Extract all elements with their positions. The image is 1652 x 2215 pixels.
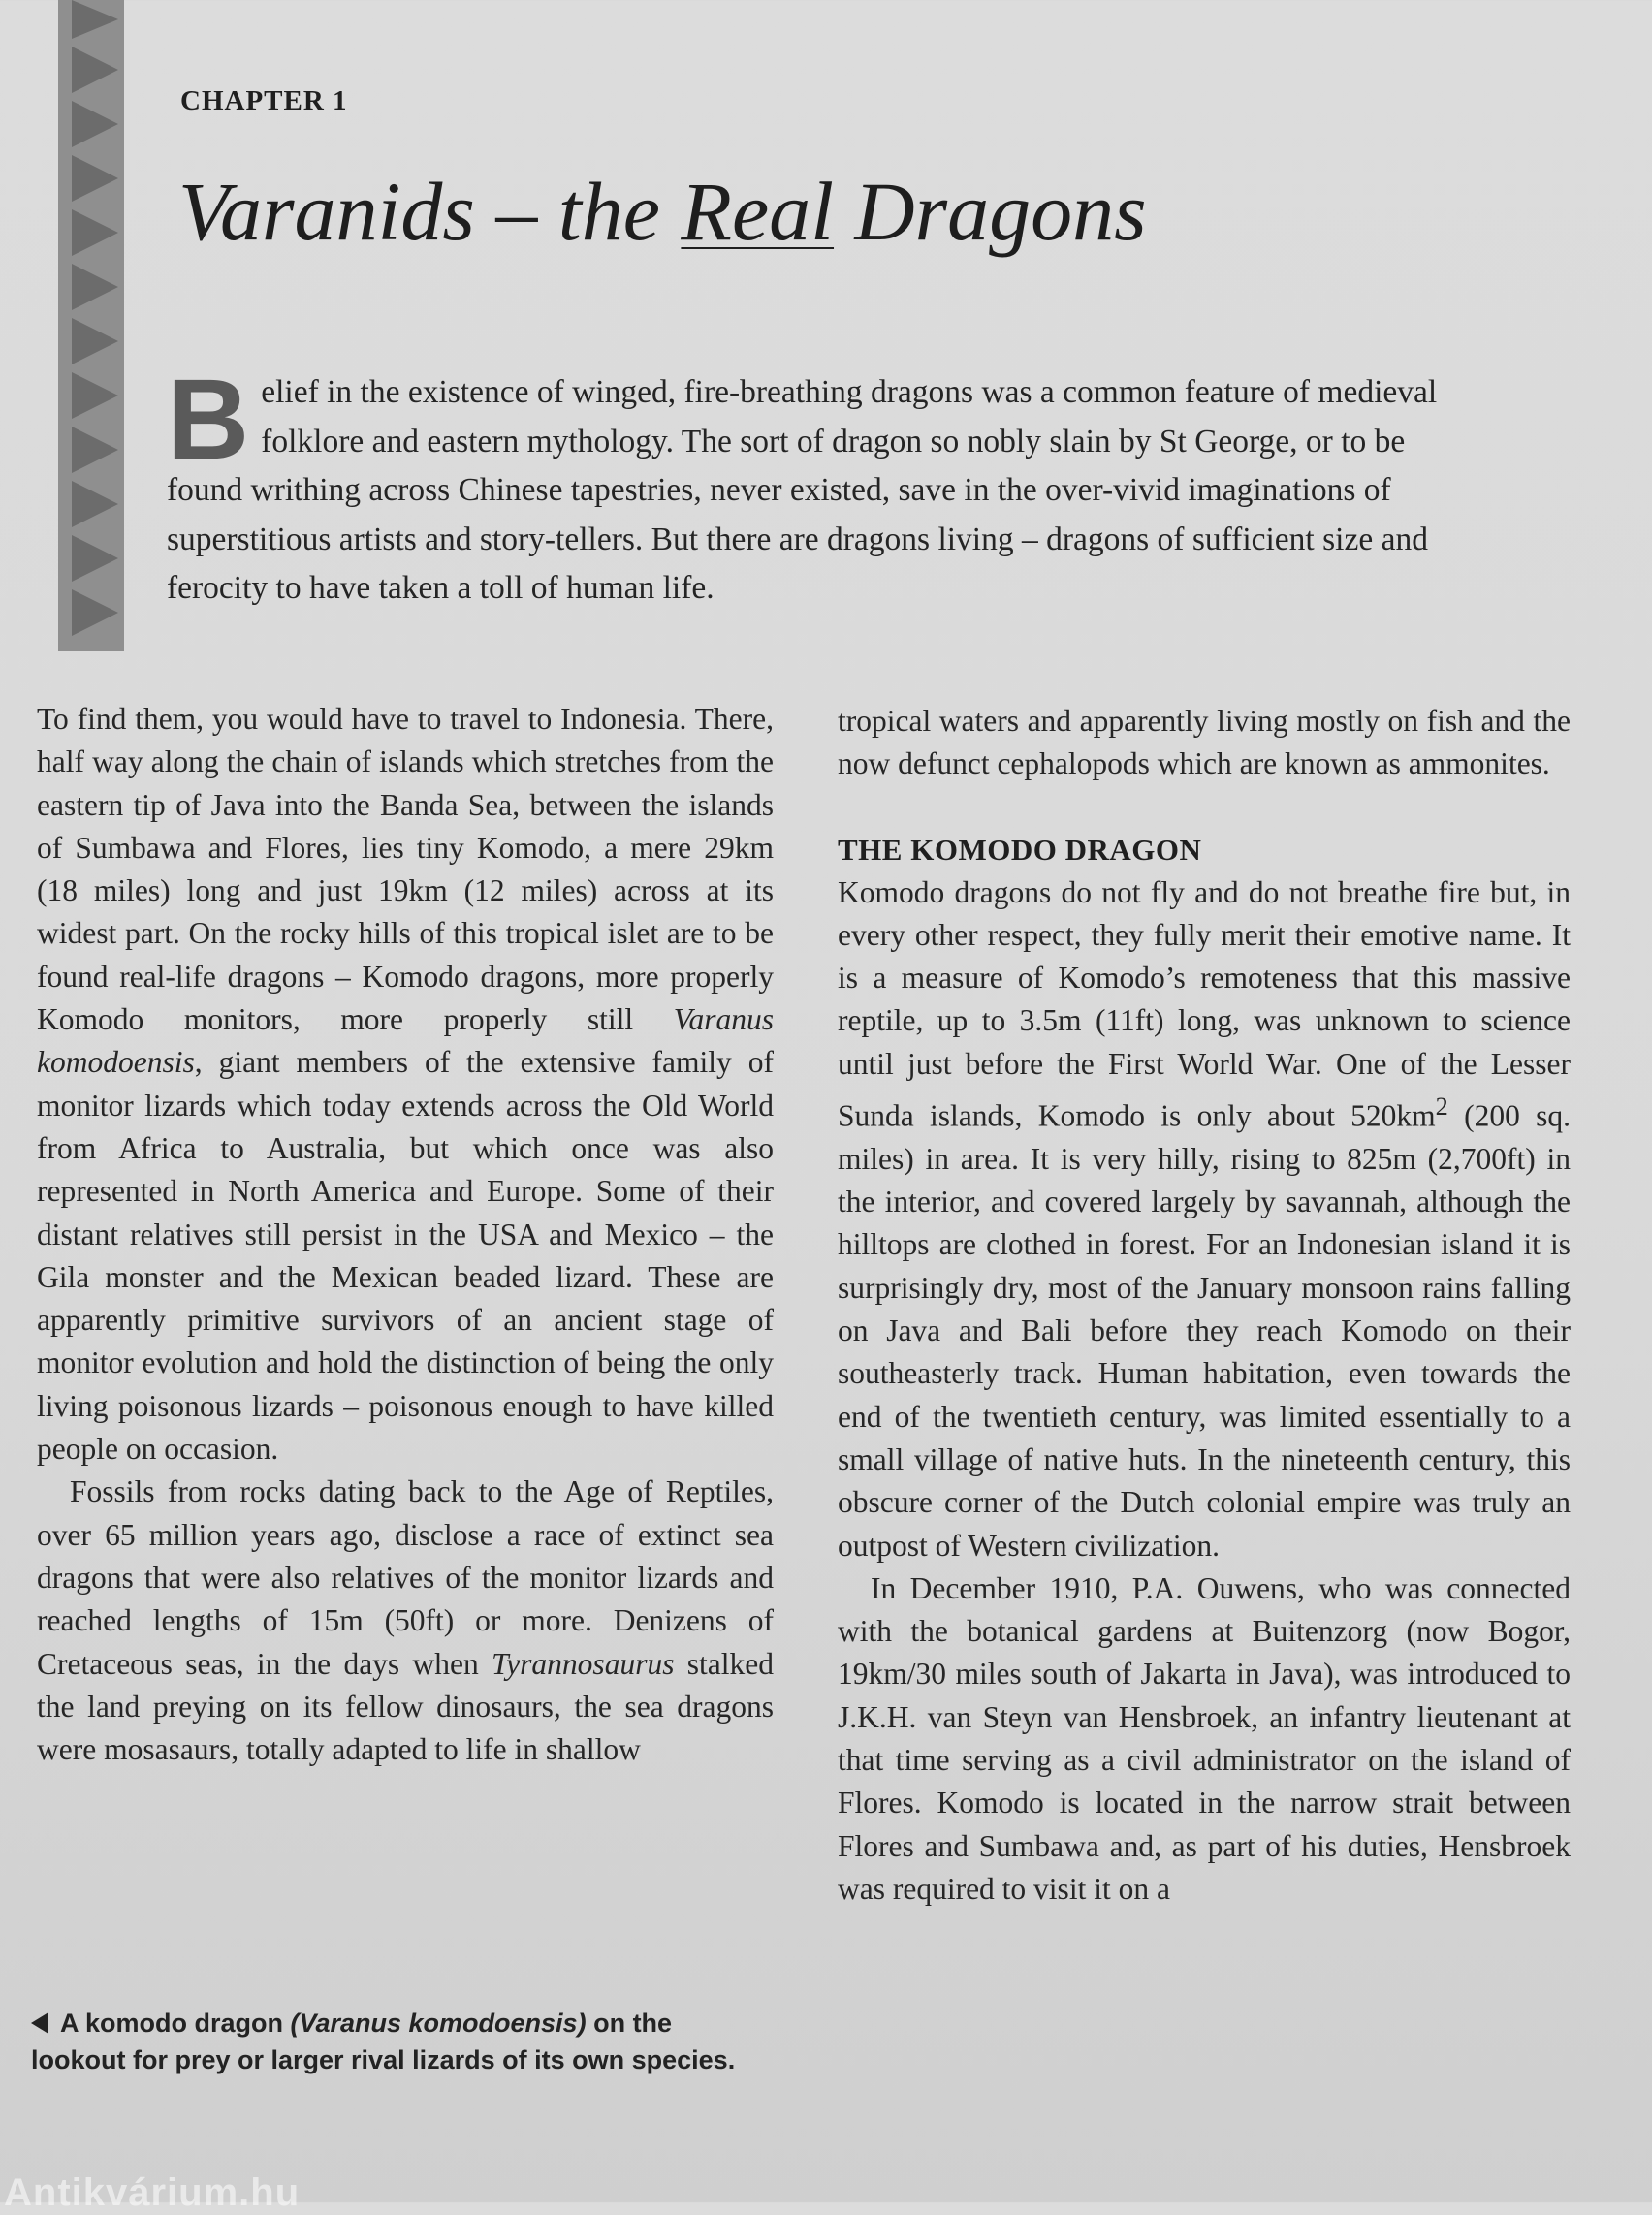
right-paragraph-3: In December 1910, P.A. Ouwens, who was connected with the botanical gardens at Buitenzorg (now Bogor, 19km/30 miles south of Jakarta in Java), was introduced to J.K.H. van Steyn van Hensbroek, an infantry lieutenant at that time serving as a civil administrator on the island of Flores. Komodo is located in the narrow strait between Flores and Sumbawa and, as part of his duties, Hensbroek was required to visit it on a (838, 1570, 1571, 1906)
chapter-title (178, 163, 1147, 260)
chapter-title-after: Dragons (834, 165, 1147, 258)
intro-text: elief in the existence of winged, fire-breathing dragons was a common feature of medieval folklore and eastern mythology. The sort of dragon so nobly slain by St George, or to be found writhing across Chinese tapestries, never existed, save in the over-vivid imaginations of superstitious artists and story-tellers. But there are dragons living – dragons of sufficient size and ferocity to have taken a toll of human life. (167, 374, 1438, 606)
decorative-triangle-band (58, 0, 124, 651)
left-paragraph-2 (37, 1471, 774, 1771)
left-paragraph-1 (37, 698, 774, 1471)
text-run: To find them, you would have to travel to Indonesia. There, half way along the chain of islands which stretches from the eastern tip of Java into the Banda Sea, between the islands of Sumbawa and Flores, lies tiny Komodo, a mere 29km (18 miles) long and just 19km (12 miles) across at its widest part. On the rocky hills of this tropical islet are to be found real-life dragons – Komodo dragons, more properly Komodo monitors, more properly still (37, 702, 774, 1037)
text-run: Fossils from rocks dating back to the Age of Reptiles, over 65 million years ago, disclose a race of extinct sea dragons that were also relatives of the monitor lizards and reached lengths of 15m (50ft) or more. Denizens of Cretaceous seas, in the days when (37, 1474, 774, 1681)
caption-text: A komodo dragon (60, 2009, 291, 2038)
chapter-title-before: Varanids – the (178, 165, 682, 258)
left-column (37, 698, 774, 1771)
intro-paragraph (167, 356, 1466, 614)
species-name: Varanus komodoensis (37, 1002, 774, 1080)
caption-text: on the lookout for prey or larger rival lizards of its own species. (31, 2009, 736, 2074)
drop-cap: B (167, 356, 250, 484)
left-arrow-icon (31, 2012, 48, 2034)
chapter-label: CHAPTER 1 (180, 85, 348, 116)
superscript: 2 (1435, 1092, 1448, 1122)
photo-caption (31, 2005, 748, 2078)
text-run: , giant members of the extensive family of monitor lizards which today extends across the Old World from Africa to Australia, but which once was also represented in North America and Europe. Some of their distant relatives still persist in the USA and Mexico – the Gila monster and the Mexican beaded lizard. These are apparently primitive survivors of an ancient stage of monitor evolution and hold the distinction of being the only living poisonous lizards – poisonous enough to have killed people on occasion. (37, 1045, 774, 1467)
watermark: Antikvárium.hu (4, 2171, 301, 2214)
text-run: Komodo dragons do not fly and do not breathe fire but, in every other respect, they fully merit their emotive name. It is a measure of Komodo’s remoteness that this massive reptile, up to 3.5m (11ft) long, was unknown to science until just before the First World War. One of the Lesser Sunda islands, Komodo is only about 520km (838, 874, 1571, 1133)
section-heading: THE KOMODO DRAGON (838, 832, 1202, 867)
right-paragraph-1: tropical waters and apparently living mostly on fish and the now defunct cephalopods which are known as ammonites. (838, 704, 1571, 781)
text-run: (200 sq. miles) in area. It is very hilly, rising to 825m (2,700ft) in the interior, and covered largely by savannah, although the hilltops are clothed in forest. For an Indonesian island it is surprisingly dry, most of the January monsoon rains falling on Java and Bali before they reach Komodo on their southeasterly track. Human habitation, even towards the end of the twentieth century, was limited essentially to a small village of native huts. In the nineteenth century, this obscure corner of the Dutch colonial empire was truly an outpost of Western civilization. (838, 1098, 1571, 1563)
chapter-title-underlined: Real (681, 165, 835, 258)
text-run: stalked the land preying on its fellow dinosaurs, the sea dragons were mosasaurs, totally adapted to life in shallow (37, 1646, 774, 1767)
triangle-pattern-icon (58, 0, 124, 651)
right-column (838, 700, 1571, 1911)
caption-species: (Varanus komodoensis) (290, 2009, 587, 2038)
right-paragraph-2 (838, 871, 1571, 1567)
genus-name: Tyrannosaurus (492, 1646, 675, 1681)
